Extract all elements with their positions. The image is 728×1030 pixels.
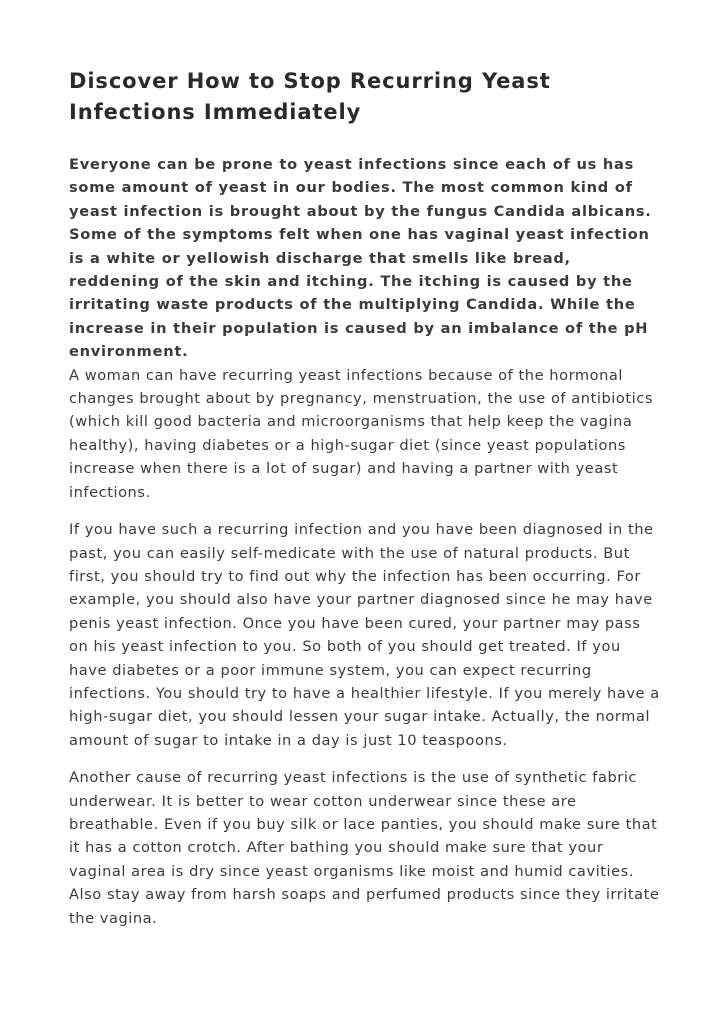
document-page xyxy=(69,66,661,930)
body-paragraph-3: Another cause of recurring yeast infections is the use of synthetic fabric underwear. It is better to wear cotton underwear since these are breathable. Even if you buy silk or lace panties, you should make sure that it has a cotton crotch. After bathing you should make sure that your vaginal area is dry since yeast organisms like moist and humid cavities. Also stay away from harsh soaps and perfumed products since they irritate the vagina. xyxy=(69,769,660,927)
lead-paragraph: Everyone can be prone to yeast infections since each of us has some amount of yeast in our bodies. The most common kind of yeast infection is brought about by the fungus Candida albicans. Some of the symptoms felt when one has vaginal yeast infection is a white or yellowish discharge that smells like bread, reddening of the skin and itching. The itching is caused by the irritating waste products of the multiplying Candida. While the increase in their population is caused by an imbalance of the pH environment. xyxy=(69,156,652,361)
document-title: Discover How to Stop Recurring Yeast Infections Immediately xyxy=(69,69,551,124)
body-paragraph-2: If you have such a recurring infection and you have been diagnosed in the past, you can easily self-medicate with the use of natural products. But first, you should try to find out why the infection has been occurring. For example, you should also have your partner diagnosed since he may have penis yeast infection. Once you have been cured, your partner may pass on his yeast infection to you. So both of you should get treated. If you have diabetes or a poor immune system, you can expect recurring infections. You should try to have a healthier lifestyle. If you merely have a high-sugar diet, you should lessen your sugar intake. Actually, the normal amount of sugar to intake in a day is just 10 teaspoons. xyxy=(69,521,660,749)
body-paragraph-1: A woman can have recurring yeast infections because of the hormonal changes brought about by pregnancy, menstruation, the use of antibiotics (which kill good bacteria and microorganisms that help keep the vagina healthy), having diabetes or a high-sugar diet (since yeast populations increase when there is a lot of sugar) and having a partner with yeast infections. xyxy=(69,366,653,501)
